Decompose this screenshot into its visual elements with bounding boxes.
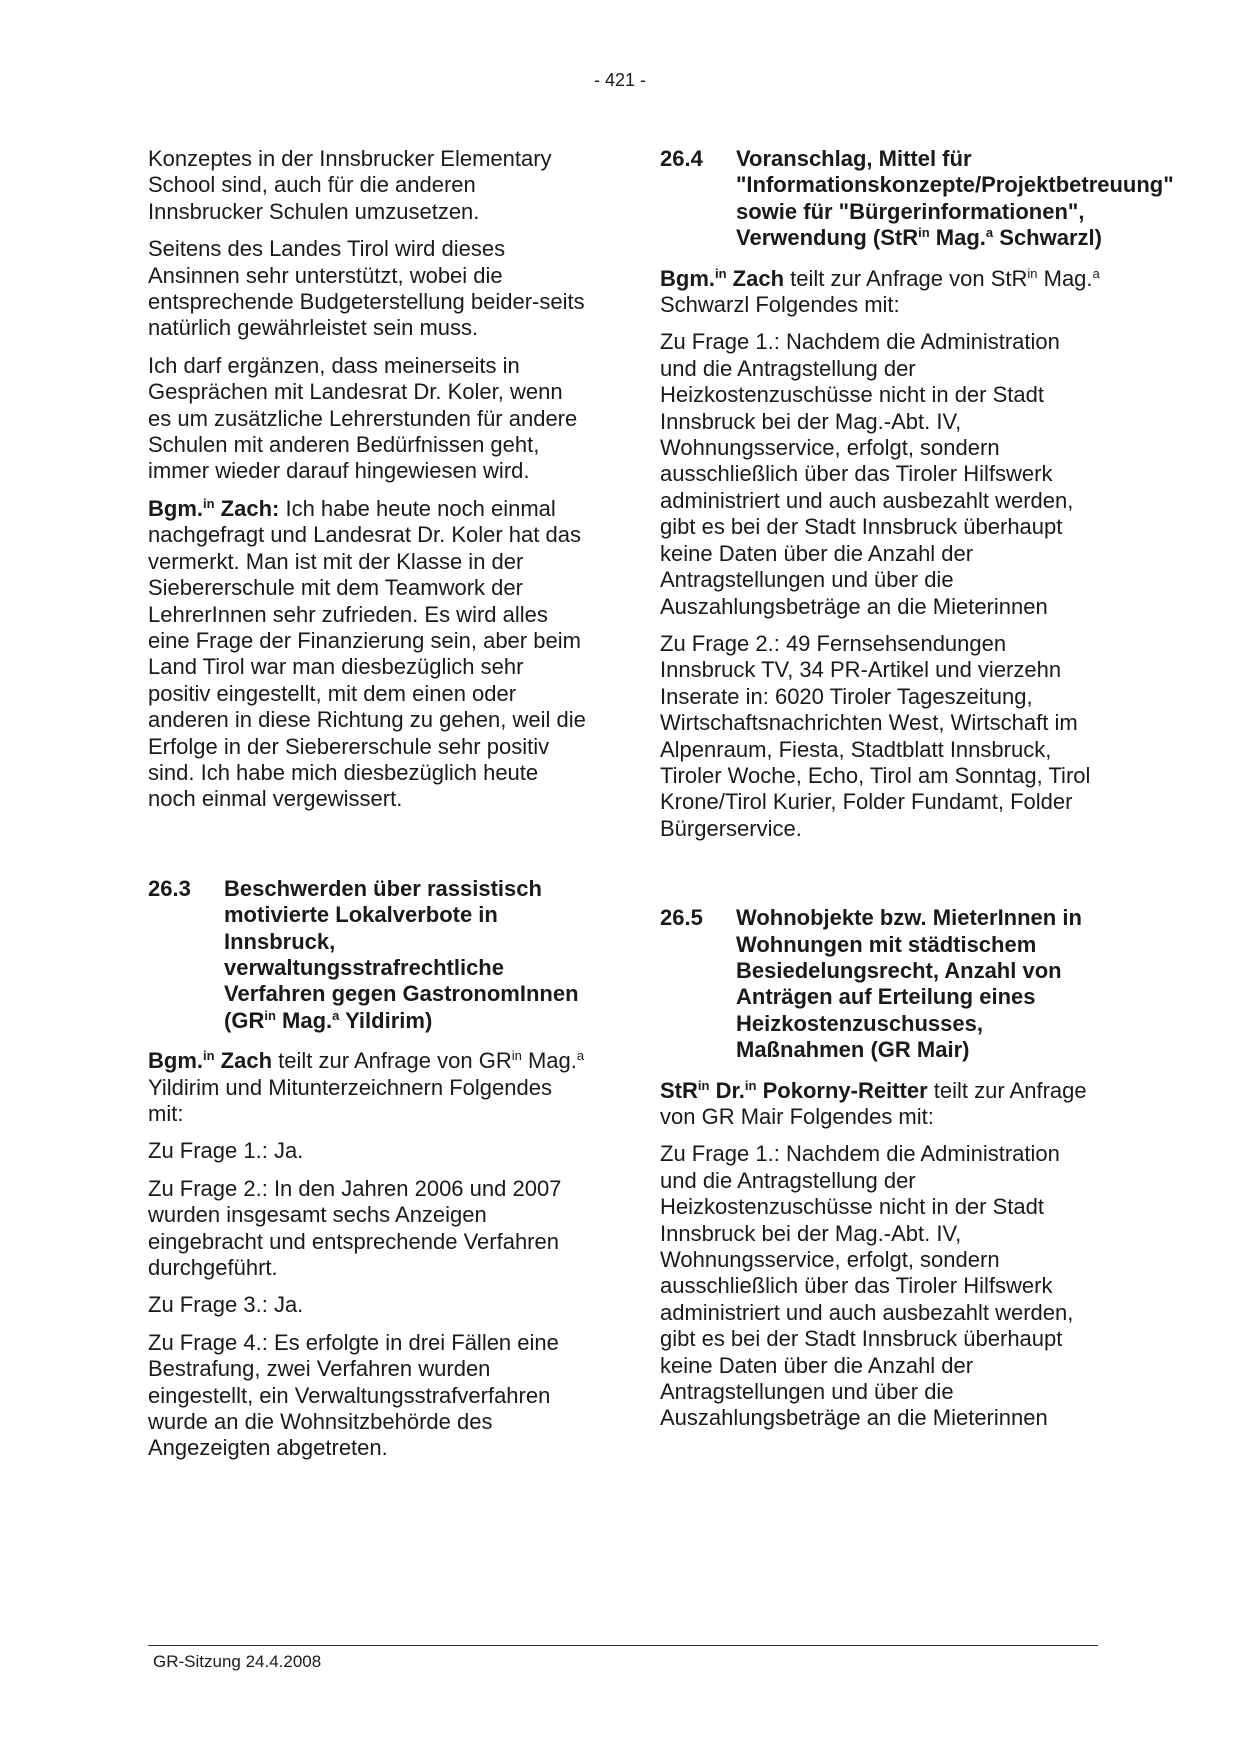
paragraph: Ich darf ergänzen, dass meinerseits in Gesprächen mit Landesrat Dr. Koler, wenn es um zusätzliche Lehrerstunden für andere Schulen mit anderen Bedürfnissen geht, immer wieder darauf hingewiesen wird.	[148, 352, 578, 484]
footer-session-date: GR-Sitzung 24.4.2008	[153, 1652, 322, 1671]
answer-paragraph: Zu Frage 4.: Es erfolgte in drei Fällen eine Bestrafung, zwei Verfahren wurden eingestellt, ein Verwaltungsstrafverfahren wurde an die Wohnsitzbehörde des Angezeigten abgetreten.	[148, 1329, 559, 1461]
paragraph: Seitens des Landes Tirol wird dieses Ansinnen sehr unterstützt, wobei die entsprechende Budgeterstellung beider-seits natürlich gewährleistet sein muss.	[148, 236, 585, 341]
answer-paragraph: Zu Frage 1.: Nachdem die Administration und die Antragstellung der Heizkostenzuschüsse nicht in der Stadt Innsbruck bei der Mag.-Abt. IV, Wohnungsservice, erfolgt, sondern ausschließlich über das Tiroler Hilfswerk administriert und auch ausbezahlt werden, gibt es bei der Stadt Innsbruck überhaupt keine Daten über die Anzahl der Antragstellungen und über die Auszahlungsbeträge an die Mieterinnen	[660, 329, 1074, 619]
right-column	[660, 146, 1174, 1443]
speaker-paragraph: Bgm.$^{in}$ Zach teilt zur Anfrage von $GR^{in}$ Mag.$^a$ Yildirim und Mitunterzeichnern Folgendes mit:	[148, 1048, 585, 1126]
section-title: Voranschlag, Mittel für "Informationskonzepte/Projektbetreuung" sowie für "Bürgerinformationen", Verwendung (StR$^{in}$ Mag.$^a$ Schwarzl)	[736, 146, 1174, 251]
speaker-name: StR$^{in}$ Dr.$^{in}$ Pokorny-Reitter	[660, 1077, 928, 1103]
speaker-name: Bgm.$^{in}$ Zach:	[148, 495, 280, 521]
speaker-text: Ich habe heute noch einmal nachgefragt und Landesrat Dr. Koler hat das vermerkt. Man ist mit der Klasse in der Siebererschule mit dem Teamwork der LehrerInnen sehr zufrieden. Es wird alles eine Frage der Finanzierung sein, aber beim Land Tirol war man diesbezüglich sehr positiv eingestellt, mit dem einen oder anderen in diese Richtung zu gehen, weil die Erfolge in der Siebererschule sehr positiv sind. Ich habe mich diesbezüglich heute noch einmal vergewissert.	[148, 495, 586, 812]
answer-paragraph: Zu Frage 1.: Ja.	[148, 1138, 304, 1164]
answer-paragraph: Zu Frage 3.: Ja.	[148, 1292, 304, 1318]
section-title: Wohnobjekte bzw. MieterInnen in Wohnungen mit städtischem Besiedelungsrecht, Anzahl von Anträgen auf Erteilung eines Heizkostenzuschusses, Maßnahmen (GR Mair)	[736, 905, 1082, 1063]
speaker-name: Bgm.$^{in}$ Zach	[660, 265, 785, 291]
section-heading-26-3	[148, 876, 588, 1034]
answer-paragraph: Zu Frage 1.: Nachdem die Administration und die Antragstellung der Heizkostenzuschüsse nicht in der Stadt Innsbruck bei der Mag.-Abt. IV, Wohnungsservice, erfolgt, sondern ausschließlich über das Tiroler Hilfswerk administriert und auch ausbezahlt werden, gibt es bei der Stadt Innsbruck überhaupt keine Daten über die Anzahl der Antragstellungen und über die Auszahlungsbeträge an die Mieterinnen	[660, 1141, 1074, 1431]
speaker-paragraph	[148, 496, 588, 813]
section-heading-26-5	[660, 905, 1100, 1063]
page-number: - 421 -	[593, 70, 647, 90]
speaker-name: Bgm.$^{in}$ Zach	[148, 1048, 273, 1074]
answer-paragraph: Zu Frage 2.: 49 Fernsehsendungen Innsbruck TV, 34 PR-Artikel und vierzehn Inserate in: 6020 Tiroler Tageszeitung, Wirtschaftsnachrichten West, Wirtschaft im Alpenraum, Fiesta, Stadtblatt Innsbruck, Tiroler Woche, Echo, Tirol am Sonntag, Tirol Krone/Tirol Kurier, Folder Fundamt, Folder Bürgerservice.	[660, 630, 1091, 841]
paragraph: Konzeptes in der Innsbrucker Elementary School sind, auch für die anderen Innsbrucker Schulen umzusetzen.	[148, 146, 552, 224]
speaker-paragraph: StR$^{in}$ Dr.$^{in}$ Pokorny-Reitter teilt zur Anfrage von GR Mair Folgendes mit:	[660, 1077, 1087, 1129]
answer-paragraph: Zu Frage 2.: In den Jahren 2006 und 2007 wurden insgesamt sechs Anzeigen eingebracht und entsprechende Verfahren durchgeführt.	[148, 1175, 562, 1281]
speaker-paragraph: Bgm.$^{in}$ Zach teilt zur Anfrage von StR$^{in}$ Mag.$^a$ Schwarzl Folgendes mit:	[660, 265, 1100, 318]
section-heading-26-4	[660, 146, 1174, 252]
footer-divider	[148, 1645, 1098, 1646]
section-number: 26.4	[660, 146, 703, 171]
left-column	[148, 146, 588, 1473]
section-number: 26.3	[148, 875, 191, 901]
section-number: 26.5	[660, 905, 703, 931]
section-title: Beschwerden über rassistisch motivierte Lokalverbote in Innsbruck, verwaltungsstrafrechtliche Verfahren gegen GastronomInnen ($GR^{in}$ Mag.$^a$ Yildirim)	[224, 875, 579, 1033]
